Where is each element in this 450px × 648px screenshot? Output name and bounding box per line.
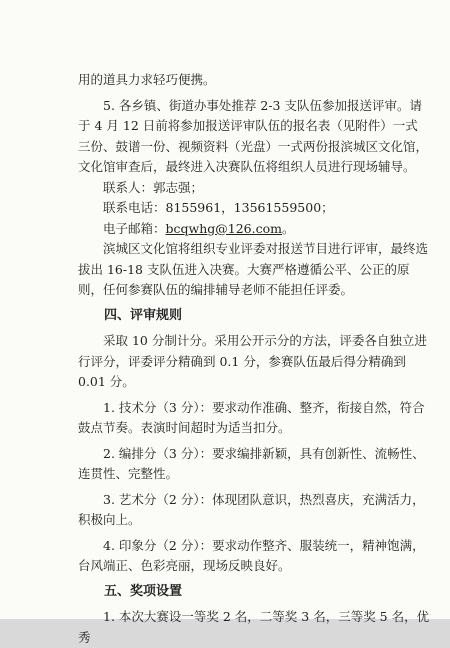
- email-link[interactable]: bcqwhg@126.com: [165, 220, 282, 236]
- email-period: 。: [281, 220, 295, 236]
- contact-person: 联系人：郭志强；: [103, 179, 204, 195]
- section-heading-awards: 五、奖项设置: [104, 583, 183, 599]
- rule-impression: 4. 印象分（2 分）：要求动作整齐、服装统一，精神饱满，台风端正、色彩亮丽，现场反映良好。: [78, 537, 425, 573]
- document-body: [78, 70, 430, 648]
- email-label: 电子邮箱：: [103, 220, 166, 236]
- paragraph-tools: 用的道具力求轻巧便携。: [78, 72, 216, 87]
- paragraph-scoring: 采取 10 分制计分。采用公开示分的方法，评委各自独立进行评分，评委评分精确到 0.1 分，参赛队伍最后得分精确到 0.01 分。: [78, 333, 427, 389]
- paragraph-awards: 1. 本次大赛设一等奖 2 名，二等奖 3 名，三等奖 5 名，优秀: [78, 609, 430, 645]
- rule-technique: 1. 技术分（3 分）：要求动作准确、整齐，衔接自然，符合鼓点节奏。表演时间超时为适当扣分。: [78, 399, 425, 435]
- rule-choreography: 2. 编排分（3 分）：要求编排新颖，具有创新性、流畅性、连贯性、完整性。: [78, 445, 425, 481]
- paragraph-selection: 滨城区文化馆将组织专业评委对报送节目进行评审，最终选拔出 16-18 支队伍进入决赛。大赛严格遵循公平、公正的原则，任何参赛队伍的编排辅导老师不能担任评委。: [78, 241, 429, 297]
- paragraph-submission: 5. 各乡镇、街道办事处推荐 2-3 支队伍参加报送评审。请于 4 月 12 日前将参加报送评审队伍的报名表（见附件）一式三份、鼓谱一份、视频资料（光盘）一式两份报滨城区文化馆，文化馆审查后，最终进入决赛队伍将组织人员进行现场辅导。: [78, 97, 429, 174]
- rule-artistry: 3. 艺术分（2 分）：体现团队意识，热烈喜庆，充满活力，积极向上。: [78, 491, 425, 527]
- section-heading-judging: 四、评审规则: [104, 307, 183, 323]
- contact-phone: 联系电话：8155961，13561559500；: [103, 200, 334, 215]
- contact-email-line: [78, 219, 430, 240]
